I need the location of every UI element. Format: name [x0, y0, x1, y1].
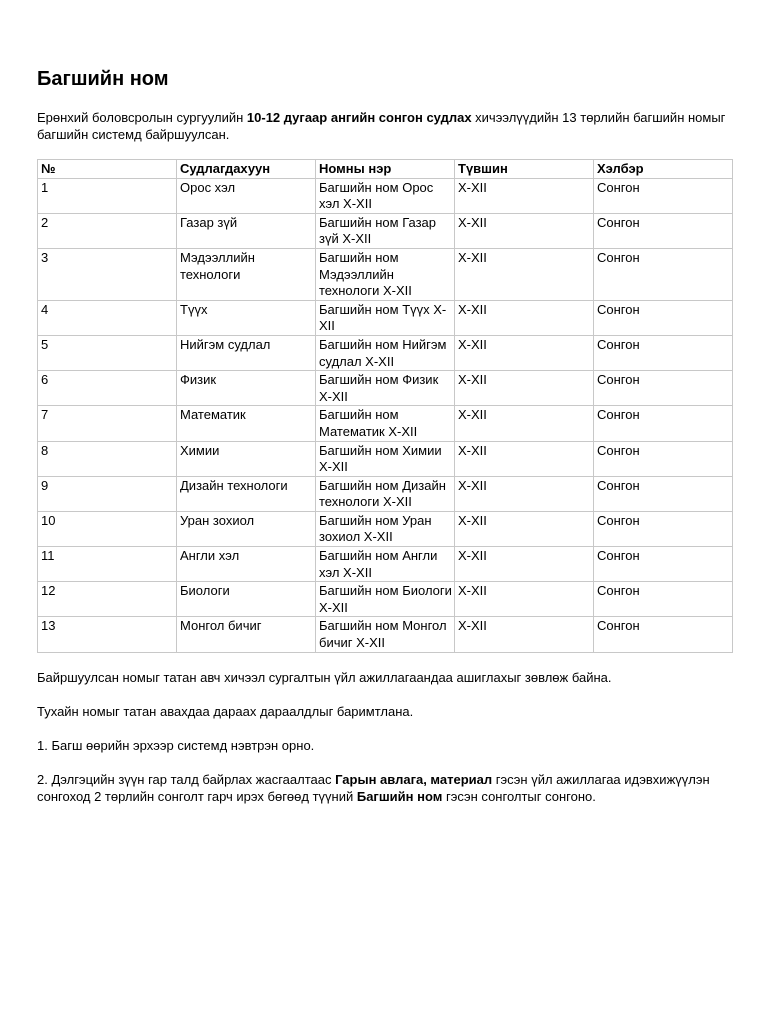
cell-level: X-XII [455, 178, 594, 213]
cell-type: Сонгон [594, 300, 733, 335]
step-2-text-3: гэсэн сонголтыг сонгоно. [442, 788, 596, 804]
cell-book-name: Багшийн ном Уран зохиол X-XII [316, 511, 455, 546]
paragraph-recommendation: Байршуулсан номыг татан авч хичээл сургалтын үйл ажиллагаандаа ашиглахыг зөвлөж байна. [37, 669, 612, 685]
cell-book-name: Багшийн ном Түүх X-XII [316, 300, 455, 335]
step-2-text-1: 2. Дэлгэцийн зүүн гар талд байрлах жасгаалтаас [37, 771, 336, 787]
header-level: Түвшин [455, 160, 594, 179]
table-row [38, 300, 733, 335]
cell-book-name: Багшийн ном Физик X-XII [316, 371, 455, 406]
cell-level: X-XII [455, 441, 594, 476]
intro-text-2: хичээлүүдийн 13 төрлийн багшийн номыг багшийн системд байршуулсан. [37, 110, 726, 142]
cell-book-name: Багшийн ном Биологи X-XII [316, 582, 455, 617]
paragraph-step-1: 1. Багш өөрийн эрхээр системд нэвтрэн орно. [37, 737, 315, 753]
cell-number: 4 [38, 300, 177, 335]
step-2-text-2: гэсэн үйл ажиллагаа идэвхижүүлэн сонгоход 2 төрлийн сонголт гарч ирэх бөгөөд түүний [37, 771, 710, 804]
cell-level: X-XII [455, 335, 594, 370]
cell-type: Сонгон [594, 547, 733, 582]
intro-bold-text: 10-12 дугаар ангийн сонгон судлах [246, 110, 472, 125]
cell-subject: Математик [177, 406, 316, 441]
header-book-name: Номны нэр [316, 160, 455, 179]
cell-type: Сонгон [594, 441, 733, 476]
cell-number: 10 [38, 511, 177, 546]
cell-subject: Уран зохиол [177, 511, 316, 546]
cell-subject: Газар зүй [177, 213, 316, 248]
table-row [38, 476, 733, 511]
intro-text-1: Ерөнхий боловсролын сургуулийн [37, 110, 247, 125]
cell-type: Сонгон [594, 178, 733, 213]
cell-type: Сонгон [594, 248, 733, 300]
cell-type: Сонгон [594, 335, 733, 370]
cell-number: 3 [38, 248, 177, 300]
cell-subject: Физик [177, 371, 316, 406]
cell-number: 8 [38, 441, 177, 476]
cell-book-name: Багшийн ном Мэдээллийн технологи X-XII [316, 248, 455, 300]
document-page [37, 66, 732, 805]
cell-number: 7 [38, 406, 177, 441]
cell-level: X-XII [455, 617, 594, 652]
cell-type: Сонгон [594, 371, 733, 406]
step-2-bold-1: Гарын авлага, материал [335, 771, 493, 787]
cell-subject: Англи хэл [177, 547, 316, 582]
cell-book-name: Багшийн ном Газар зүй X-XII [316, 213, 455, 248]
cell-type: Сонгон [594, 582, 733, 617]
cell-level: X-XII [455, 582, 594, 617]
header-subject: Судлагдахуун [177, 160, 316, 179]
table-row [38, 617, 733, 652]
step-2-bold-2: Багшийн ном [356, 788, 443, 804]
cell-subject: Биологи [177, 582, 316, 617]
cell-book-name: Багшийн ном Нийгэм судлал X-XII [316, 335, 455, 370]
table-row [38, 441, 733, 476]
page-title: Багшийн ном [37, 68, 169, 90]
cell-book-name: Багшийн ном Монгол бичиг X-XII [316, 617, 455, 652]
cell-book-name: Багшийн ном Математик X-XII [316, 406, 455, 441]
cell-level: X-XII [455, 547, 594, 582]
cell-book-name: Багшийн ном Химии X-XII [316, 441, 455, 476]
cell-type: Сонгон [594, 213, 733, 248]
cell-subject: Орос хэл [177, 178, 316, 213]
table-row [38, 248, 733, 300]
table-row [38, 371, 733, 406]
cell-number: 11 [38, 547, 177, 582]
cell-subject: Түүх [177, 300, 316, 335]
cell-subject: Химии [177, 441, 316, 476]
cell-number: 1 [38, 178, 177, 213]
cell-book-name: Багшийн ном Дизайн технологи X-XII [316, 476, 455, 511]
cell-type: Сонгон [594, 406, 733, 441]
cell-level: X-XII [455, 476, 594, 511]
cell-level: X-XII [455, 300, 594, 335]
cell-level: X-XII [455, 248, 594, 300]
cell-subject: Монгол бичиг [177, 617, 316, 652]
cell-number: 6 [38, 371, 177, 406]
header-number: № [38, 160, 177, 179]
cell-number: 13 [38, 617, 177, 652]
cell-level: X-XII [455, 371, 594, 406]
cell-subject: Мэдээллийн технологи [177, 248, 316, 300]
cell-book-name: Багшийн ном Англи хэл X-XII [316, 547, 455, 582]
cell-subject: Дизайн технологи [177, 476, 316, 511]
table-row [38, 213, 733, 248]
cell-subject: Нийгэм судлал [177, 335, 316, 370]
teacher-books-table [37, 159, 733, 653]
table-header-row [38, 160, 733, 179]
intro-paragraph [37, 109, 732, 143]
cell-book-name: Багшийн ном Орос хэл X-XII [316, 178, 455, 213]
table-row [38, 511, 733, 546]
table-row [38, 582, 733, 617]
table-body [38, 178, 733, 652]
table-row [38, 178, 733, 213]
table-row [38, 547, 733, 582]
cell-level: X-XII [455, 511, 594, 546]
table-row [38, 406, 733, 441]
cell-level: X-XII [455, 213, 594, 248]
cell-number: 12 [38, 582, 177, 617]
cell-type: Сонгон [594, 511, 733, 546]
cell-type: Сонгон [594, 617, 733, 652]
table-row [38, 335, 733, 370]
cell-level: X-XII [455, 406, 594, 441]
cell-number: 5 [38, 335, 177, 370]
cell-type: Сонгон [594, 476, 733, 511]
paragraph-instructions-intro: Тухайн номыг татан авахдаа дараах дараалдлыг баримтлана. [37, 703, 414, 719]
paragraph-step-2 [37, 771, 732, 805]
cell-number: 9 [38, 476, 177, 511]
cell-number: 2 [38, 213, 177, 248]
header-type: Хэлбэр [594, 160, 733, 179]
